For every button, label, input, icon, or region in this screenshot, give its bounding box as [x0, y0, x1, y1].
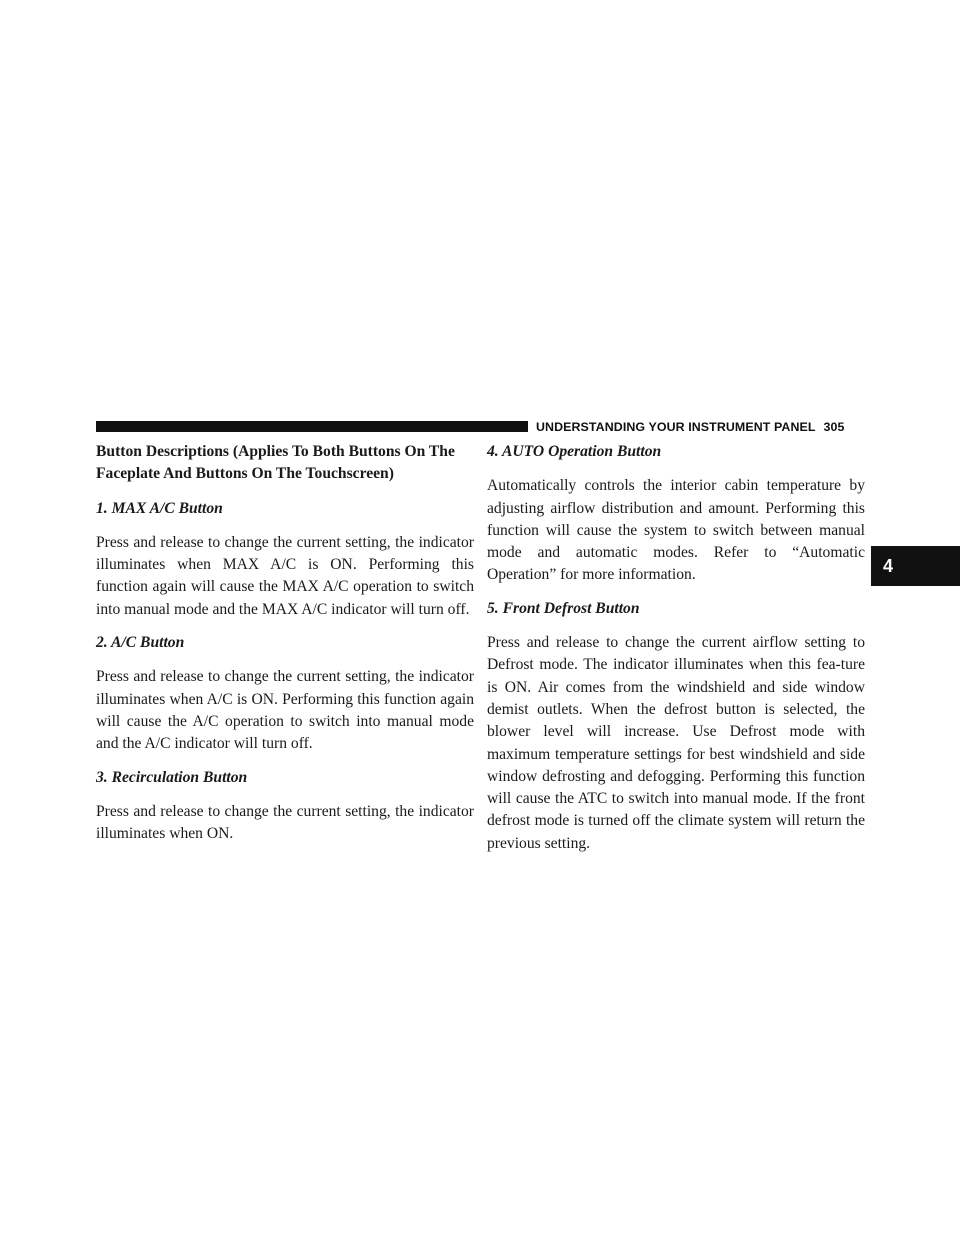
header-title: UNDERSTANDING YOUR INSTRUMENT PANEL	[536, 420, 816, 434]
item-heading-front-defrost: 5. Front Defrost Button	[487, 599, 640, 617]
item-body-ac: Press and release to change the current setting, the indicator illuminates when A/C is ON. Performing this function again will cause the A/C operation to switch into manual mode and the A/C indicator will turn off.	[96, 668, 474, 753]
item-body-recirculation: Press and release to change the current setting, the indicator illuminates when ON.	[96, 802, 474, 843]
page-number: 305	[823, 420, 845, 434]
left-column	[96, 441, 474, 856]
item-heading-auto: 4. AUTO Operation Button	[487, 443, 662, 460]
running-header	[536, 418, 845, 436]
chapter-tab: 4	[871, 546, 960, 586]
section-heading: Button Descriptions (Applies To Both Buttons On The Faceplate And Buttons On The Touchscreen)	[96, 443, 455, 483]
right-column	[487, 441, 865, 866]
item-heading-ac: 2. A/C Button	[96, 634, 185, 652]
header-rule	[96, 421, 528, 432]
item-body-front-defrost: Press and release to change the current airflow setting to Defrost mode. The indicator illuminates when this fea-ture is ON. Air comes from the windshield and side window demist outlets. When the defrost button is selected, the blower level will increase. Use Defrost mode with maximum temperature settings for best windshield and side window defrosting and defogging. Performing this function will cause the ATC to switch into manual mode. If the front defrost mode is turned off the climate system will return the previous setting.	[487, 634, 865, 852]
item-body-auto: Automatically controls the interior cabin temperature by adjusting airflow distribution and amount. Performing this function will cause the system to switch between manual mode and automatic modes. Refer to “Automatic Operation” for more information.	[487, 477, 865, 584]
item-heading-max-ac: 1. MAX A/C Button	[96, 499, 223, 517]
item-heading-recirculation: 3. Recirculation Button	[96, 768, 248, 786]
item-body-max-ac: Press and release to change the current setting, the indicator illuminates when MAX A/C is ON. Performing this function again will cause the MAX A/C operation to switch into manual mode and the MAX A/C indicator will turn off.	[96, 533, 474, 618]
